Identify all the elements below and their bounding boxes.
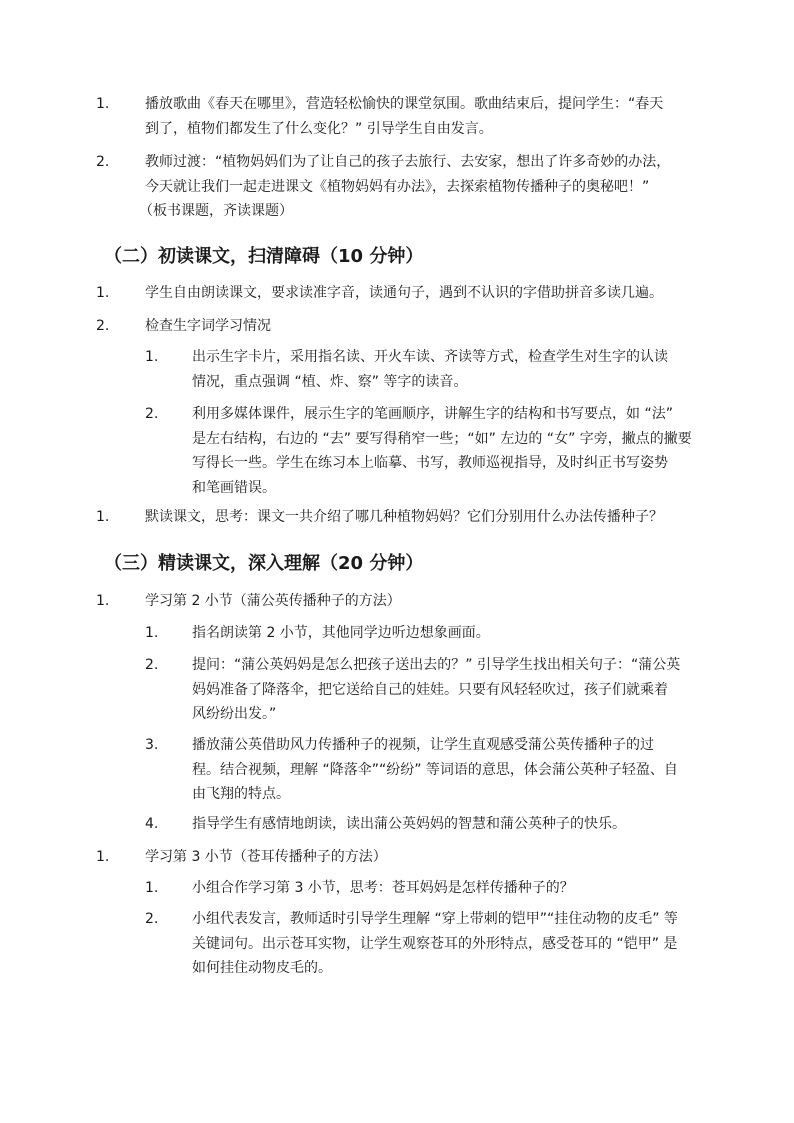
list-item (96, 281, 697, 306)
list-number: 3. (145, 737, 159, 753)
section-heading: （二）初读课文，扫清障碍（10 分钟） (104, 246, 424, 267)
list-number: 2. (96, 154, 110, 170)
list-item (96, 845, 697, 870)
sub-list-item (145, 621, 698, 646)
text-line: 写得长一些。学生在练习本上临摹、书写，教师巡视指导，及时纠正书写姿势 (192, 455, 668, 471)
list-number: 1. (145, 880, 159, 896)
list-number: 1. (145, 625, 159, 641)
text-line: 风纷纷出发。” (192, 706, 277, 722)
list-number: 1. (145, 349, 159, 365)
text-line: 到了，植物们都发生了什么变化？” 引导学生自由发言。 (145, 120, 493, 137)
text-line: 学生自由朗读课文，要求读准字音，读通句子，遇到不认识的字借助拼音多读几遍。 (145, 285, 663, 301)
sub-list-item (145, 876, 698, 901)
text-line: 播放歌曲《春天在哪里》，营造轻松愉快的课堂氛围。歌曲结束后，提问学生：“春天 (145, 96, 664, 112)
text-line: 小组合作学习第 3 小节，思考：苍耳妈妈是怎样传播种子的？ (192, 880, 574, 896)
text-line: 播放蒲公英借助风力传播种子的视频，让学生直观感受蒲公英传播种子的过 (192, 737, 654, 753)
sub-list-item (145, 733, 698, 807)
text-line: 利用多媒体课件，展示生字的笔画顺序，讲解生字的结构和书写要点，如 “法” (192, 406, 673, 422)
text-line: 指导学生有感情地朗读，读出蒲公英妈妈的智慧和蒲公英种子的快乐。 (192, 816, 626, 832)
text-line: 由飞翔的特点。 (192, 786, 290, 802)
list-number: 1. (96, 96, 110, 112)
text-line: 教师过渡：“植物妈妈们为了让自己的孩子去旅行、去安家，想出了许多奇妙的办法， (145, 154, 671, 170)
list-item (96, 505, 697, 530)
text-line: 小组代表发言，教师适时引导学生理解 “穿上带刺的铠甲”“挂住动物的皮毛” 等 (192, 911, 678, 927)
text-line: 提问：“蒲公英妈妈是怎么把孩子送出去的？” 引导学生找出相关句子：“蒲公英 (192, 657, 681, 673)
text-line: 妈妈准备了降落伞，把它送给自己的娃娃。只要有风轻轻吹过，孩子们就乘着 (192, 681, 668, 698)
list-item (96, 589, 697, 614)
text-line: 默读课文，思考：课文一共介绍了哪几种植物妈妈？它们分别用什么办法传播种子？ (145, 509, 663, 525)
sub-list-item (145, 402, 698, 500)
text-line: 出示生字卡片，采用指名读、开火车读、齐读等方式，检查学生对生字的认读 (192, 349, 668, 365)
text-line: 程。结合视频，理解 “降落伞”“纷纷” 等词语的意思，体会蒲公英种子轻盈、自 (192, 761, 678, 778)
text-line: 情况，重点强调 “植、炸、察” 等字的读音。 (192, 373, 468, 390)
list-number: 2. (96, 318, 110, 334)
list-number: 2. (145, 406, 159, 422)
list-number: 1. (96, 509, 110, 525)
text-line: 学习第 3 小节（苍耳传播种子的方法） (145, 849, 387, 865)
text-line: 关键词句。出示苍耳实物，让学生观察苍耳的外形特点，感受苍耳的 “铠甲” 是 (192, 935, 678, 952)
text-line: 学习第 2 小节（蒲公英传播种子的方法） (145, 593, 401, 609)
list-item (96, 92, 697, 141)
sub-list-item (145, 345, 698, 394)
text-line: 今天就让我们一起走进课文《植物妈妈有办法》，去探索植物传播种子的奥秘吧！” (145, 178, 650, 195)
text-line: 如何挂住动物皮毛的。 (192, 960, 332, 976)
text-line: 指名朗读第 2 小节，其他同学边听边想象画面。 (192, 625, 490, 641)
text-line: （板书课题，齐读课题） (139, 203, 293, 219)
text-line: 和笔画错误。 (192, 479, 276, 496)
section-heading: （三）精读课文，深入理解（20 分钟） (104, 553, 424, 574)
list-item (96, 150, 697, 224)
text-line: 检查生字词学习情况 (145, 318, 271, 334)
list-number: 2. (145, 657, 159, 673)
text-line: 是左右结构，右边的 “去” 要写得稍窄一些；“如” 左边的 “女” 字旁，撇点的撇要 (192, 430, 692, 447)
list-number: 1. (96, 593, 110, 609)
list-number: 2. (145, 911, 159, 927)
list-item (96, 314, 697, 339)
list-number: 1. (96, 285, 110, 301)
sub-list-item (145, 907, 698, 981)
sub-list-item (145, 653, 698, 727)
sub-list-item (145, 812, 698, 837)
list-number: 4. (145, 816, 159, 832)
list-number: 1. (96, 849, 110, 865)
